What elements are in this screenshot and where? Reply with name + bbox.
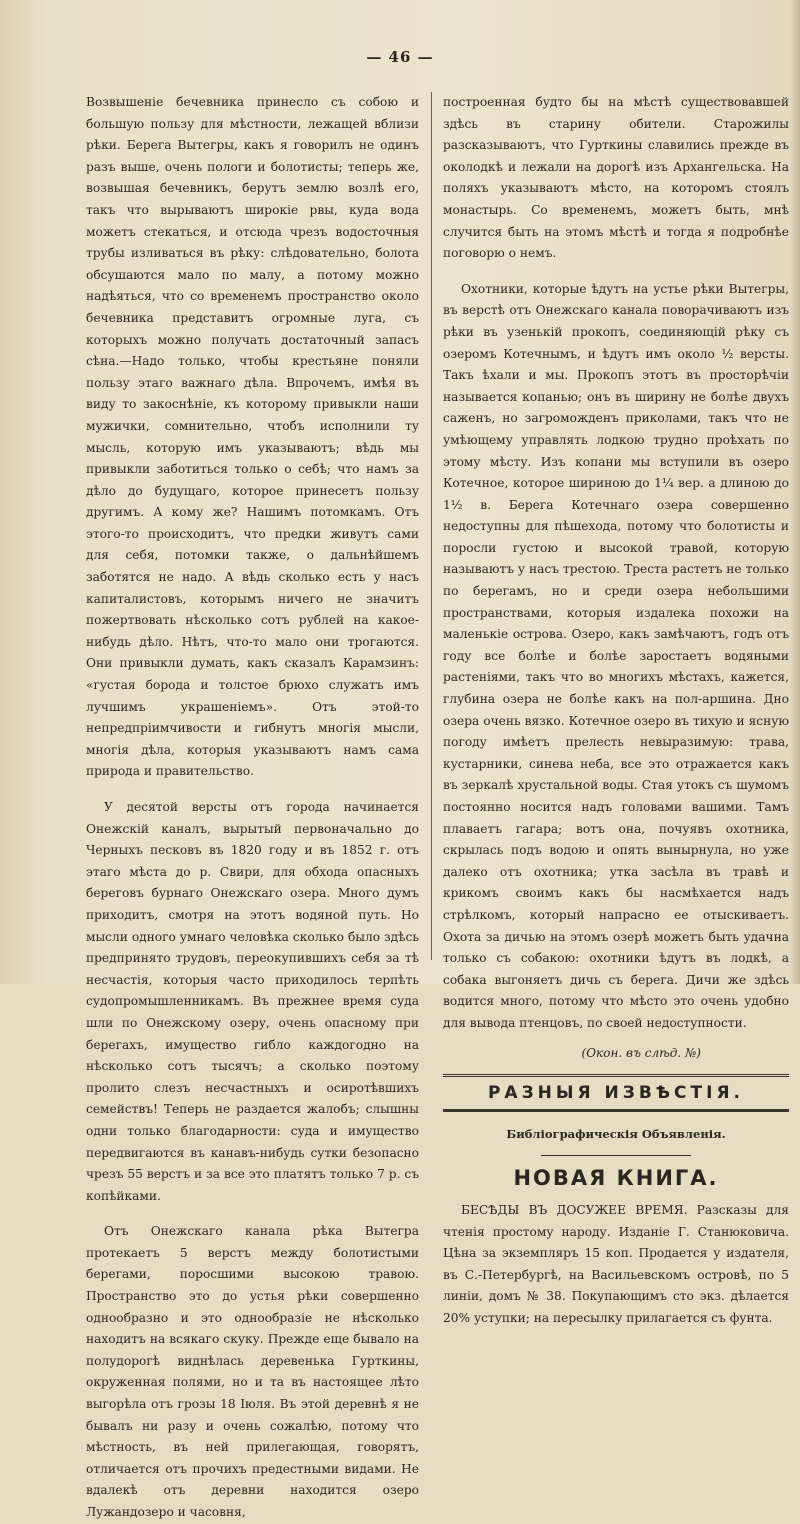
paragraph: У десятой версты отъ города начинается Онежскій каналъ, вырытый первоначально до Черныхъ песковъ въ 1820 году и въ 1852 г. отъ этаго мѣста до р. Свири, для обхода опасныхъ береговъ бурнаго Онежскаго озера. Много думъ приходитъ, смотря на этотъ водяной путь. Но мысли одного умнаго человѣка сколько было здѣсь предпринято трудовъ, переокупившихъ себя за тѣ несчастія, которыя часто приходилось терпѣть судопромышленникамъ. Въ прежнее время суда шли по Онежскому озеру, очень опасному при берегахъ, имущество гибло каждогодно на нѣсколько сотъ тысячъ; а сколько поэтому пролито слезъ несчастныхъ и осиротѣвшихъ семействъ! Теперь не раздается жалобъ; слышны одни только благодарности: суда и имущество передвигаются въ канавъ-нибудь сутки безопасно чрезъ 55 верстъ и за все это платятъ только 7 р. съ копѣйками. [86, 800, 419, 1203]
sub-heading: Библіографическія Объявленія. [506, 1126, 726, 1141]
continued-note: (Окон. въ слѣд. №) [581, 1045, 701, 1060]
section-heading: РАЗНЫЯ ИЗВѢСТІЯ. [487, 1083, 745, 1104]
short-rule [541, 1155, 691, 1156]
paragraph: Охотники, которые ѣдутъ на устье рѣки Вытегры, въ верстѣ отъ Онежскаго канала поворачиваютъ изъ рѣки въ узенькій прокопъ, соединяющій рѣку съ озеромъ Котечнымъ, и ѣдутъ имъ около ½ версты. Такъ ѣхали и мы. Прокопъ этотъ въ просторѣчіи называется копанью; онъ въ ширину не болѣе двухъ саженъ, но загроможденъ приколами, такъ что не умѣющему управлять лодкою трудно проѣхать по этому мѣсту. Изъ копани мы вступили въ озеро Котечное, которое шириною до 1¼ вер. а длиною до 1½ в. Берега Котечнаго озера совершенно недоступны для пѣшехода, потому что болотисты и поросли густою и высокой травой, которую называютъ у насъ трестою. Треста растетъ не только по берегамъ, но и среди озера небольшими пространствами, которыя издалека похожи на маленькіе острова. Озеро, какъ замѣчаютъ, годъ отъ году все болѣе и болѣе заростаетъ водяными растеніями, такъ что во многихъ мѣстахъ, кажется, глубина озера не болѣе какъ на пол-аршина. Дно озера очень вязко. Котечное озеро въ тихую и ясную погоду имѣетъ прелесть невыразимую: трава, кустарники, синева неба, все это отражается какъ въ зеркалѣ хрустальной воды. Стая утокъ съ шумомъ постоянно носится надъ головами вашими. Тамъ плаваетъ гагара; вотъ она, почуявъ охотника, скрылась подъ водою и опять вынырнула, но уже далеко отъ охотника; утка засѣла въ травѣ и крикомъ своимъ какъ бы насмѣхается надъ стрѣлкомъ, который напрасно ее отыскиваетъ. Охота за дичью на этомъ озерѣ можетъ быть удачна только съ собакою: охотники ѣдутъ въ лодкѣ, а собака выгоняетъ дичь съ берега. Дичи же здѣсь водится много, потому что мѣсто это очень удобно для вывода птенцовъ, по своей недоступности. [443, 281, 789, 1030]
paragraph: Возвышеніе бечевника принесло съ собою и большую пользу для мѣстности, лежащей вблизи рѣки. Берега Вытегры, какъ я говорилъ не одинъ разъ выше, очень пологи и болотисты; теперь же, возвышая бечевникъ, берутъ землю возлѣ его, такъ что вырываютъ широкіе рвы, куда вода можетъ стекаться, и отсюда чрезъ водосточныя трубы изливаться въ рѣку: слѣдовательно, болота обсушаются мало по малу, а потому можно надѣяться, что со временемъ пространство около бечевника представитъ огромные луга, съ которыхъ можно получать достаточный запасъ сѣна.—Надо только, чтобы крестьяне поняли пользу этаго важнаго дѣла. Впрочемъ, имѣя въ виду то закоснѣніе, къ которому привыкли наши мужички, сомнительно, чтобъ исполнили ту мысль, которую имъ указываютъ; вѣдь мы привыкли заботиться только о себѣ; что намъ за дѣло до будущаго, которое принесетъ пользу другимъ. А кому же? Нашимъ потомкамъ. Отъ этого-то происходитъ, что предки живутъ сами для себя, потомки также, о дальнѣйшемъ заботятся не надо. А вѣдь сколько есть у насъ капиталистовъ, которымъ ничего не значитъ пожертвовать нѣсколько сотъ рублей на какое-нибудь дѣло. Нѣтъ, что-то мало они трогаются. Они привыкли думать, какъ сказалъ Карамзинъ: «густая борода и толстое брюхо служатъ имъ лучшимъ украшеніемъ». Отъ этой-то непредпріимчивости и гибнутъ многія мысли, многія дѣла, которыя указываютъ намъ сама природа и правительство. [86, 95, 419, 779]
page-number: — 46 — [366, 48, 434, 66]
column-divider [431, 92, 432, 960]
left-column [86, 92, 419, 1524]
book-heading: НОВАЯ КНИГА. [513, 1166, 719, 1191]
paragraph: построенная будто бы на мѣстѣ существовавшей здѣсь въ старину обители. Старожилы разсказываютъ, что Гурткины славились прежде въ околодкѣ и лежали на дорогѣ изъ Архангельска. На поляхъ указываютъ мѣсто, на которомъ стоялъ монастырь. Со временемъ, можетъ быть, мнѣ случится быть на этомъ мѣстѣ и тогда я подробнѣе поговорю о немъ. [443, 95, 789, 261]
section-rule [443, 1074, 789, 1077]
announcement: БЕСѢДЫ ВЪ ДОСУЖЕЕ ВРЕМЯ. Разсказы для чтенія простому народу. Изданіе Г. Станюковича. Цѣна за экземпляръ 15 коп. Продается у издателя, въ С.-Петербургѣ, на Васильевскомъ островѣ, по 5 линіи, домъ № 38. Покупающимъ сто экз. дѣлается 20% уступки; на пересылку прилагается съ фунта. [443, 1202, 789, 1325]
paragraph: Отъ Онежскаго канала рѣка Вытегра протекаетъ 5 верстъ между болотистыми берегами, поросшими высокою травою. Пространство это до устья рѣки совершенно однообразно и это однообразіе не нѣсколько находитъ на всякаго скуку. Прежде еще бывало на полудорогѣ виднѣлась деревенька Гурткины, окруженная полями, но и та въ настоящее лѣто выгорѣла отъ грозы 18 Іюля. Въ этой деревнѣ я не бывалъ ни разу и очень сожалѣю, потому что мѣстность, въ ней прилегающая, говорятъ, отличается отъ прочихъ предестными видами. Не вдалекѣ отъ деревни находится озеро Лужандозеро и часовня, [86, 1224, 419, 1519]
right-column [443, 92, 789, 1329]
page-fold-shadow [790, 0, 800, 984]
section-rule-bottom [443, 1109, 789, 1112]
